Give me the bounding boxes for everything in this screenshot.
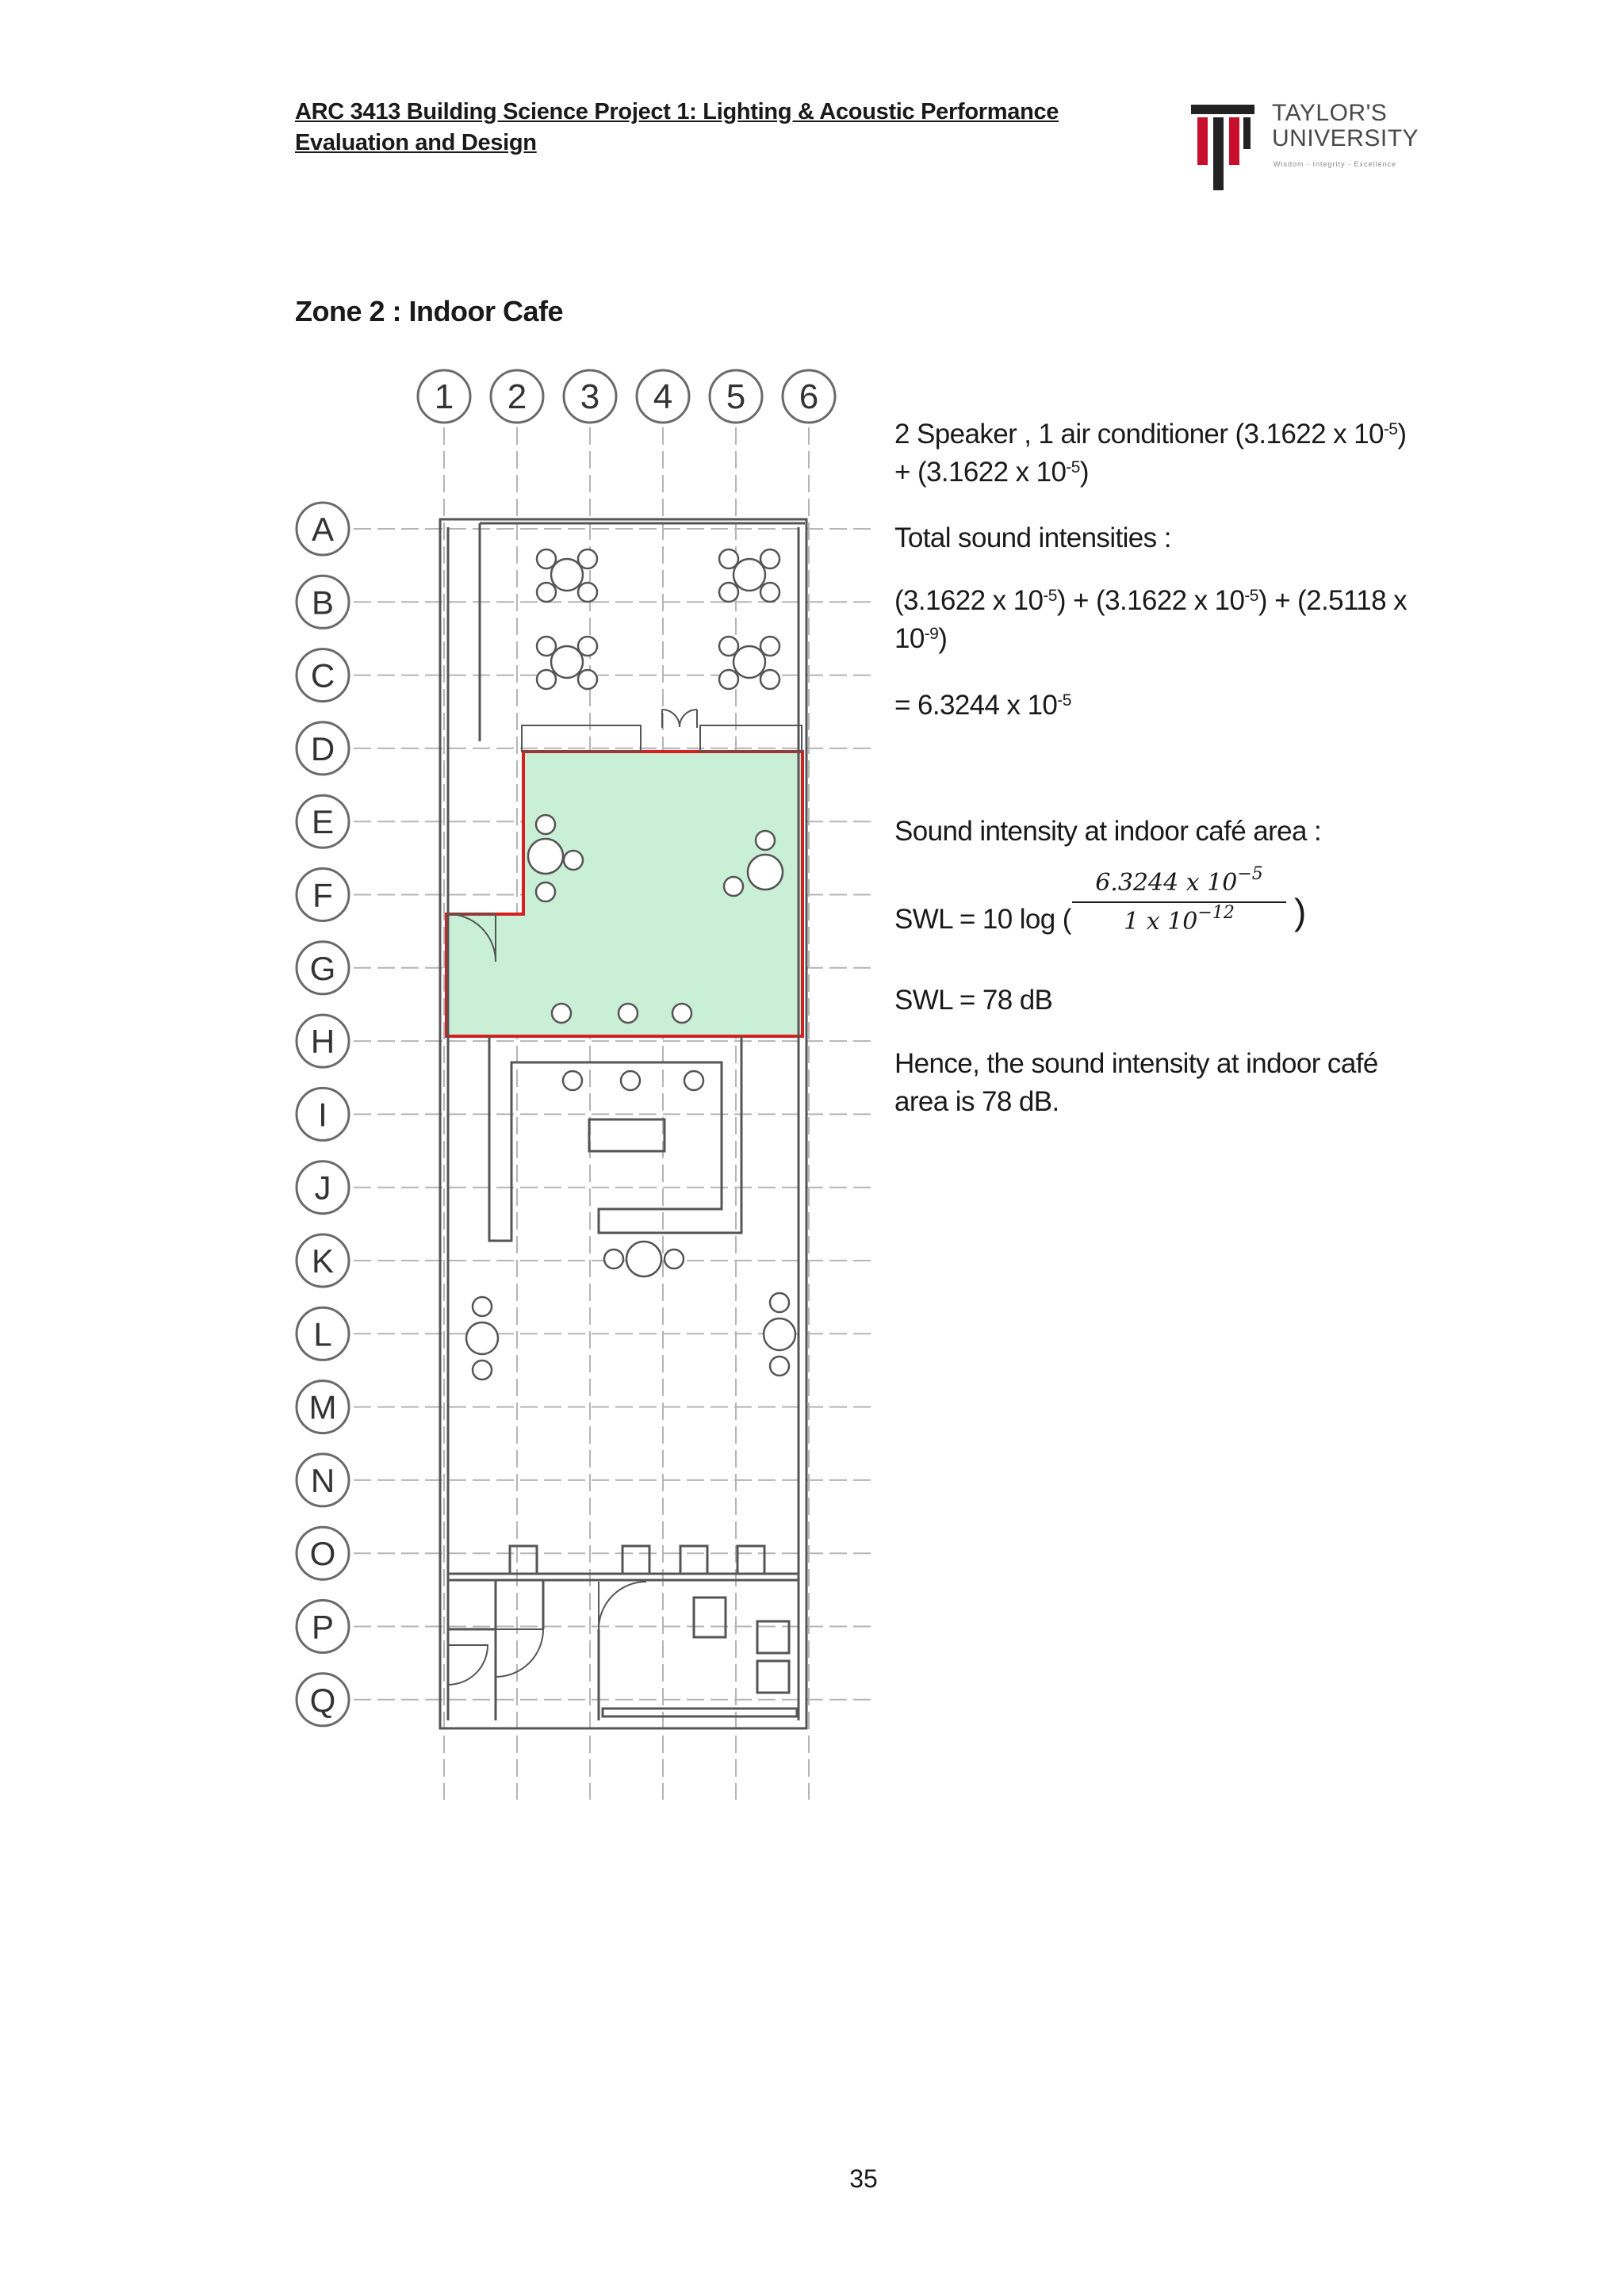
result-text: = 6.3244 x 10 xyxy=(894,690,1058,721)
header-line-2: Evaluation and Design xyxy=(295,130,537,155)
table-set xyxy=(621,1071,640,1090)
grid-column-label: 6 xyxy=(799,377,819,416)
fraction-numerator xyxy=(1072,864,1286,903)
logo-name-line-1: TAYLOR'S xyxy=(1272,100,1388,126)
sum-result xyxy=(894,687,1071,725)
table-set xyxy=(563,1071,582,1090)
grid-row-label: F xyxy=(312,876,333,914)
sum-expression xyxy=(894,582,1407,658)
page-number: 35 xyxy=(849,2164,878,2193)
grid-column-label: 5 xyxy=(726,377,746,416)
grid-column-bubble xyxy=(491,370,543,423)
denominator-exp: −12 xyxy=(1197,903,1235,923)
conclusion: Hence, the sound intensity at indoor café area is 78 dB. xyxy=(894,1048,1378,1117)
grid-row-bubble xyxy=(297,1454,349,1506)
grid-column-bubble xyxy=(564,370,616,423)
grid-row-bubble xyxy=(297,649,349,702)
grid-row-bubble xyxy=(297,1527,349,1579)
sum-exp-1: -5 xyxy=(1043,587,1057,605)
university-logo xyxy=(1188,100,1426,195)
grid-row-bubble xyxy=(297,1234,349,1287)
grid-row-label: A xyxy=(311,511,335,548)
grid-row-bubble xyxy=(297,942,349,994)
grid-row-bubble xyxy=(297,1088,349,1140)
swl-prefix: SWL = 10 log ( xyxy=(894,904,1071,935)
store-door xyxy=(496,1629,543,1677)
result-exp: -5 xyxy=(1057,691,1071,710)
total-label: Total sound intensities : xyxy=(894,522,1171,553)
table-set xyxy=(604,1242,684,1276)
grid-row-label: Q xyxy=(309,1681,336,1719)
grid-row-bubble xyxy=(297,1015,349,1067)
back-counter xyxy=(603,1709,797,1716)
grid-column-bubble xyxy=(710,370,762,423)
swl-result: SWL = 78 dB xyxy=(894,985,1053,1016)
grid-row-bubble xyxy=(297,795,349,848)
grid-row-label: M xyxy=(308,1388,337,1426)
table-set xyxy=(719,637,779,689)
table-set xyxy=(684,1071,703,1090)
sum-exp-2: -5 xyxy=(1244,587,1258,605)
swl-fraction xyxy=(1072,864,1286,936)
grid-column-label: 1 xyxy=(434,377,454,416)
grid-row-label: K xyxy=(311,1242,335,1280)
grid-row-label: B xyxy=(311,584,335,622)
grid-row-bubble xyxy=(297,576,349,628)
numerator-exp: −5 xyxy=(1237,864,1263,884)
grid-row-label: O xyxy=(309,1535,336,1573)
zone-title: Zone 2 : Indoor Cafe xyxy=(295,295,564,327)
grid-column-bubble xyxy=(783,370,835,423)
denominator-text: 1 x 10 xyxy=(1124,908,1198,936)
grid-row-bubble xyxy=(297,503,349,555)
grid-column-label: 4 xyxy=(653,377,673,416)
intensity-label: Sound intensity at indoor café area : xyxy=(894,816,1322,847)
sources-exp-1: -5 xyxy=(1383,420,1398,438)
grid-row-label: C xyxy=(310,656,335,695)
grid-row-label: I xyxy=(318,1096,327,1134)
sources-text-c: + (3.1622 x 10 xyxy=(894,457,1067,488)
sources-text-a: 2 Speaker , 1 air conditioner (3.1622 x 10 xyxy=(894,419,1384,450)
bar-counter xyxy=(489,1036,741,1241)
terrace-door xyxy=(662,710,697,728)
grid-column-bubble xyxy=(418,370,470,423)
header-line-1: ARC 3413 Building Science Project 1: Lighting & Acoustic Performance xyxy=(295,99,1059,124)
grid-row-bubble xyxy=(297,722,349,775)
table-set xyxy=(537,549,597,602)
grid-row-label: J xyxy=(314,1169,331,1207)
grid-row-bubble xyxy=(297,1674,349,1726)
table-set xyxy=(552,1004,571,1023)
floor-plan xyxy=(282,361,884,1812)
fraction-denominator xyxy=(1072,903,1286,936)
table-set xyxy=(619,1004,638,1023)
grid-row-label: P xyxy=(311,1608,335,1646)
grid-row-label: H xyxy=(310,1023,335,1061)
grid-column-label: 3 xyxy=(580,377,600,416)
grid-row-bubble xyxy=(297,1161,349,1214)
table-set xyxy=(672,1004,691,1023)
sum-text-a: (3.1622 x 10 xyxy=(894,585,1044,616)
grid-column-bubble xyxy=(637,370,689,423)
kitchen-door xyxy=(599,1582,646,1629)
logo-tagline: Wisdom · Integrity · Excellence xyxy=(1274,160,1397,168)
table-set xyxy=(537,637,597,689)
grid-column-label: 2 xyxy=(507,377,527,416)
sum-text-e: ) xyxy=(938,623,948,654)
grid-row-bubble xyxy=(297,1307,349,1360)
logo-emblem-icon xyxy=(1188,100,1259,195)
numerator-text: 6.3244 x 10 xyxy=(1095,869,1238,897)
table-set xyxy=(764,1293,795,1376)
grid-row-label: E xyxy=(311,803,335,841)
grid-row-label: D xyxy=(310,729,335,767)
grid-row-bubble xyxy=(297,1381,349,1433)
sum-text-d: 10 xyxy=(894,623,925,654)
sources-exp-2: -5 xyxy=(1066,458,1080,476)
grid-row-label: L xyxy=(313,1315,332,1353)
sum-text-b: ) + (3.1622 x 10 xyxy=(1056,585,1245,616)
kitchen-unit xyxy=(694,1598,726,1637)
sources-text-b: ) xyxy=(1397,419,1407,450)
document-header xyxy=(295,97,1059,159)
sources-line xyxy=(894,415,1406,492)
swl-suffix: ) xyxy=(1294,891,1306,932)
grid-row-label: N xyxy=(310,1461,335,1499)
sum-text-c: ) + (2.5118 x xyxy=(1258,585,1407,616)
sum-exp-3: -9 xyxy=(924,625,939,643)
grid-row-bubble xyxy=(297,869,349,921)
table-set xyxy=(719,549,779,602)
table-set xyxy=(466,1297,498,1380)
sources-text-d: ) xyxy=(1079,457,1089,488)
grid-row-bubble xyxy=(297,1601,349,1653)
counter-unit xyxy=(589,1119,665,1151)
logo-name-line-2: UNIVERSITY xyxy=(1272,125,1419,151)
grid-row-label: G xyxy=(309,949,336,987)
